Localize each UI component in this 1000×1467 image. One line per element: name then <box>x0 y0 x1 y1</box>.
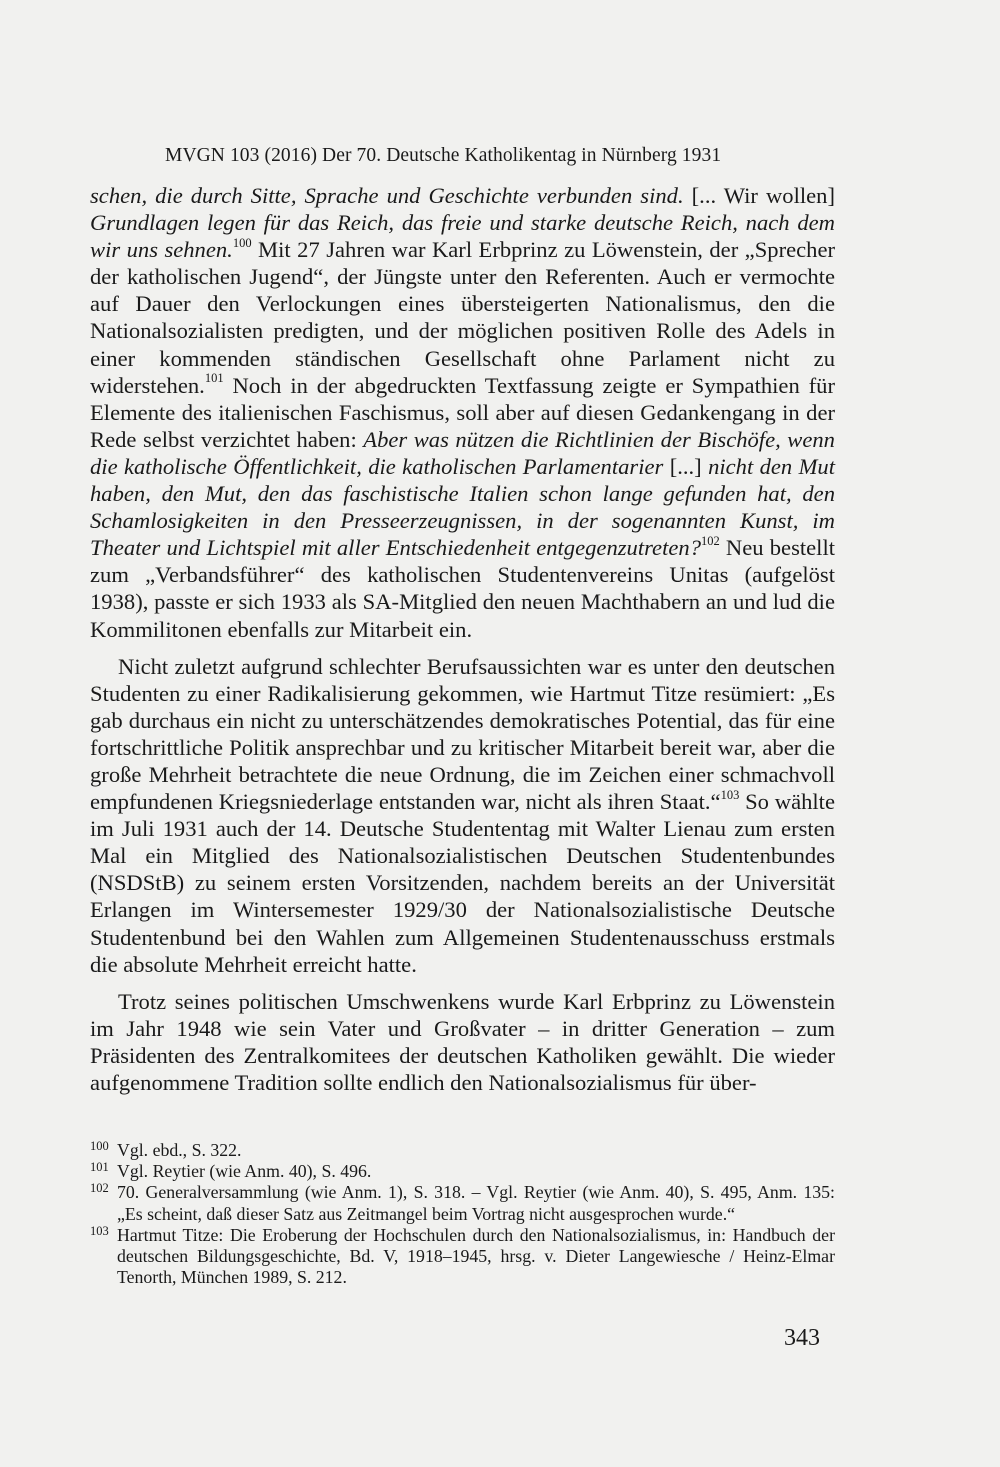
footnote-text: Vgl. ebd., S. 322. <box>117 1140 242 1160</box>
footnote-103 <box>90 1225 835 1289</box>
paragraph-1 <box>90 182 835 643</box>
text-span: Trotz seines politischen Umschwenkens wurde Karl Erbprinz zu Löwenstein im Jahr 1948 wie sein Vater und Großvater – in dritter Generation – zum Präsidenten des Zentralkomitees der deutschen Katholiken gewählt. Die wieder aufgenommene Tradition sollte endlich den Nationalsozialismus für über- <box>90 988 835 1095</box>
footnote-text: Vgl. Reytier (wie Anm. 40), S. 496. <box>117 1161 372 1182</box>
footnote-number: 100 <box>90 1139 109 1153</box>
footnote-number: 103 <box>90 1223 109 1238</box>
footnotes <box>90 1140 835 1288</box>
footnote-102 <box>90 1182 835 1224</box>
text-span: So wählte im Juli 1931 auch der 14. Deutsche Studententag mit Walter Lienau zum ersten Mal ein Mitglied des Nationalsozialistischen Deutschen Studentenbundes (NSDStB) zu seinem ersten Vorsitzenden, nachdem bereits an der Universität Erlangen im Wintersemester 1929/30 der Nationalsozialistische Deutsche Studentenbund bei den Wahlen zum Allgemeinen Studentenausschuss erstmals die absolute Mehrheit erreicht hatte. <box>90 789 835 977</box>
footnote-text: 70. Generalversammlung (wie Anm. 1), S. 318. – Vgl. Reytier (wie Anm. 40), S. 495, Anm. 135: „Es scheint, daß dieser Satz aus Zeitmangel beim Vortrag nicht ausgesprochen wurde.“ <box>117 1182 835 1224</box>
footnote-number: 102 <box>90 1181 109 1196</box>
footnote-ref-102[interactable]: 102 <box>701 533 720 548</box>
page-number: 343 <box>784 1325 820 1351</box>
footnote-ref-100[interactable]: 100 <box>232 235 252 250</box>
quote-italic: Aber was nützen die Richtlinien der Bischöfe, wenn die katholische Öffentlichkeit, die katholischen Parlamentarier <box>90 426 835 479</box>
footnote-text: Hartmut Titze: Die Eroberung der Hochschulen durch den Nationalsozialismus, in: Handbuch der deutschen Bildungsgeschichte, Bd. V, 1918–1945, hrsg. v. Dieter Langewiesche / Heinz-Elmar Tenorth, München 1989, S. 212. <box>117 1224 835 1288</box>
text-span: [...] <box>663 453 709 479</box>
footnote-ref-101[interactable]: 101 <box>204 371 224 386</box>
quote-italic: nicht den Mut haben, den Mut, den das faschistische Italien schon lange gefunden hat, den Schamlosigkeiten in den Presseerzeugnissen, in der sogenannten Kunst, im Theater und Lichtspiel mit aller Entschiedenheit entgegenzutreten? <box>90 453 835 561</box>
text-span: Nicht zuletzt aufgrund schlechter Berufsaussichten war es unter den deutschen Studenten zu einer Radikalisierung gekommen, wie Hartmut Titze resümiert: „Es gab durchaus ein nicht zu unterschätzendes demokratisches Potential, das für eine fortschrittliche Politik ansprechbar und zu kritischer Mitarbeit bereit war, aber die große Mehrheit betrachtete die neue Ordnung, die im Zeichen einer schmachvoll empfundenen Kriegsniederlage entstanden war, nicht als ihren Staat.“ <box>90 653 835 815</box>
text-span: Noch in der abgedruckten Textfassung zeigte er Sympathien für Elemente des italienischen Faschismus, soll aber auf diesen Gedankengang in der Rede selbst verzichtet haben: <box>90 372 835 452</box>
footnote-number: 101 <box>90 1160 109 1175</box>
quote-italic: schen, die durch Sitte, Sprache und Geschichte verbunden sind. <box>90 183 684 208</box>
footnote-ref-103[interactable]: 103 <box>720 787 740 802</box>
main-text <box>90 182 835 1106</box>
quote-italic: Grundlagen legen für das Reich, das freie und starke deutsche Reich, nach dem wir uns sehnen. <box>90 210 835 263</box>
footnote-100 <box>90 1140 835 1161</box>
text-span: Neu bestellt zum „Verbandsführer“ des katholischen Studentenvereins Unitas (aufgelöst 1938), passte er sich 1933 als SA-Mitglied den neuen Machthabern an und lud die Kommilitonen ebenfalls zur Mitarbeit ein. <box>90 535 835 642</box>
paragraph-3 <box>90 988 835 1096</box>
footnote-101 <box>90 1161 835 1182</box>
paragraph-2 <box>90 653 835 978</box>
running-head: MVGN 103 (2016) Der 70. Deutsche Katholikentag in Nürnberg 1931 <box>165 145 722 166</box>
text-span: [... Wir wollen] <box>683 183 836 208</box>
text-span: Mit 27 Jahren war Karl Erbprinz zu Löwenstein, der „Sprecher der katholischen Jugend“, der Jüngste unter den Referenten. Auch er vermochte auf Dauer den Verlockungen eines übersteigerten Nationalismus, den die Nationalsozialisten predigten, und der möglichen positiven Rolle des Adels in einer kommenden ständischen Gesellschaft ohne Parlament nicht zu widerstehen. <box>90 237 835 398</box>
